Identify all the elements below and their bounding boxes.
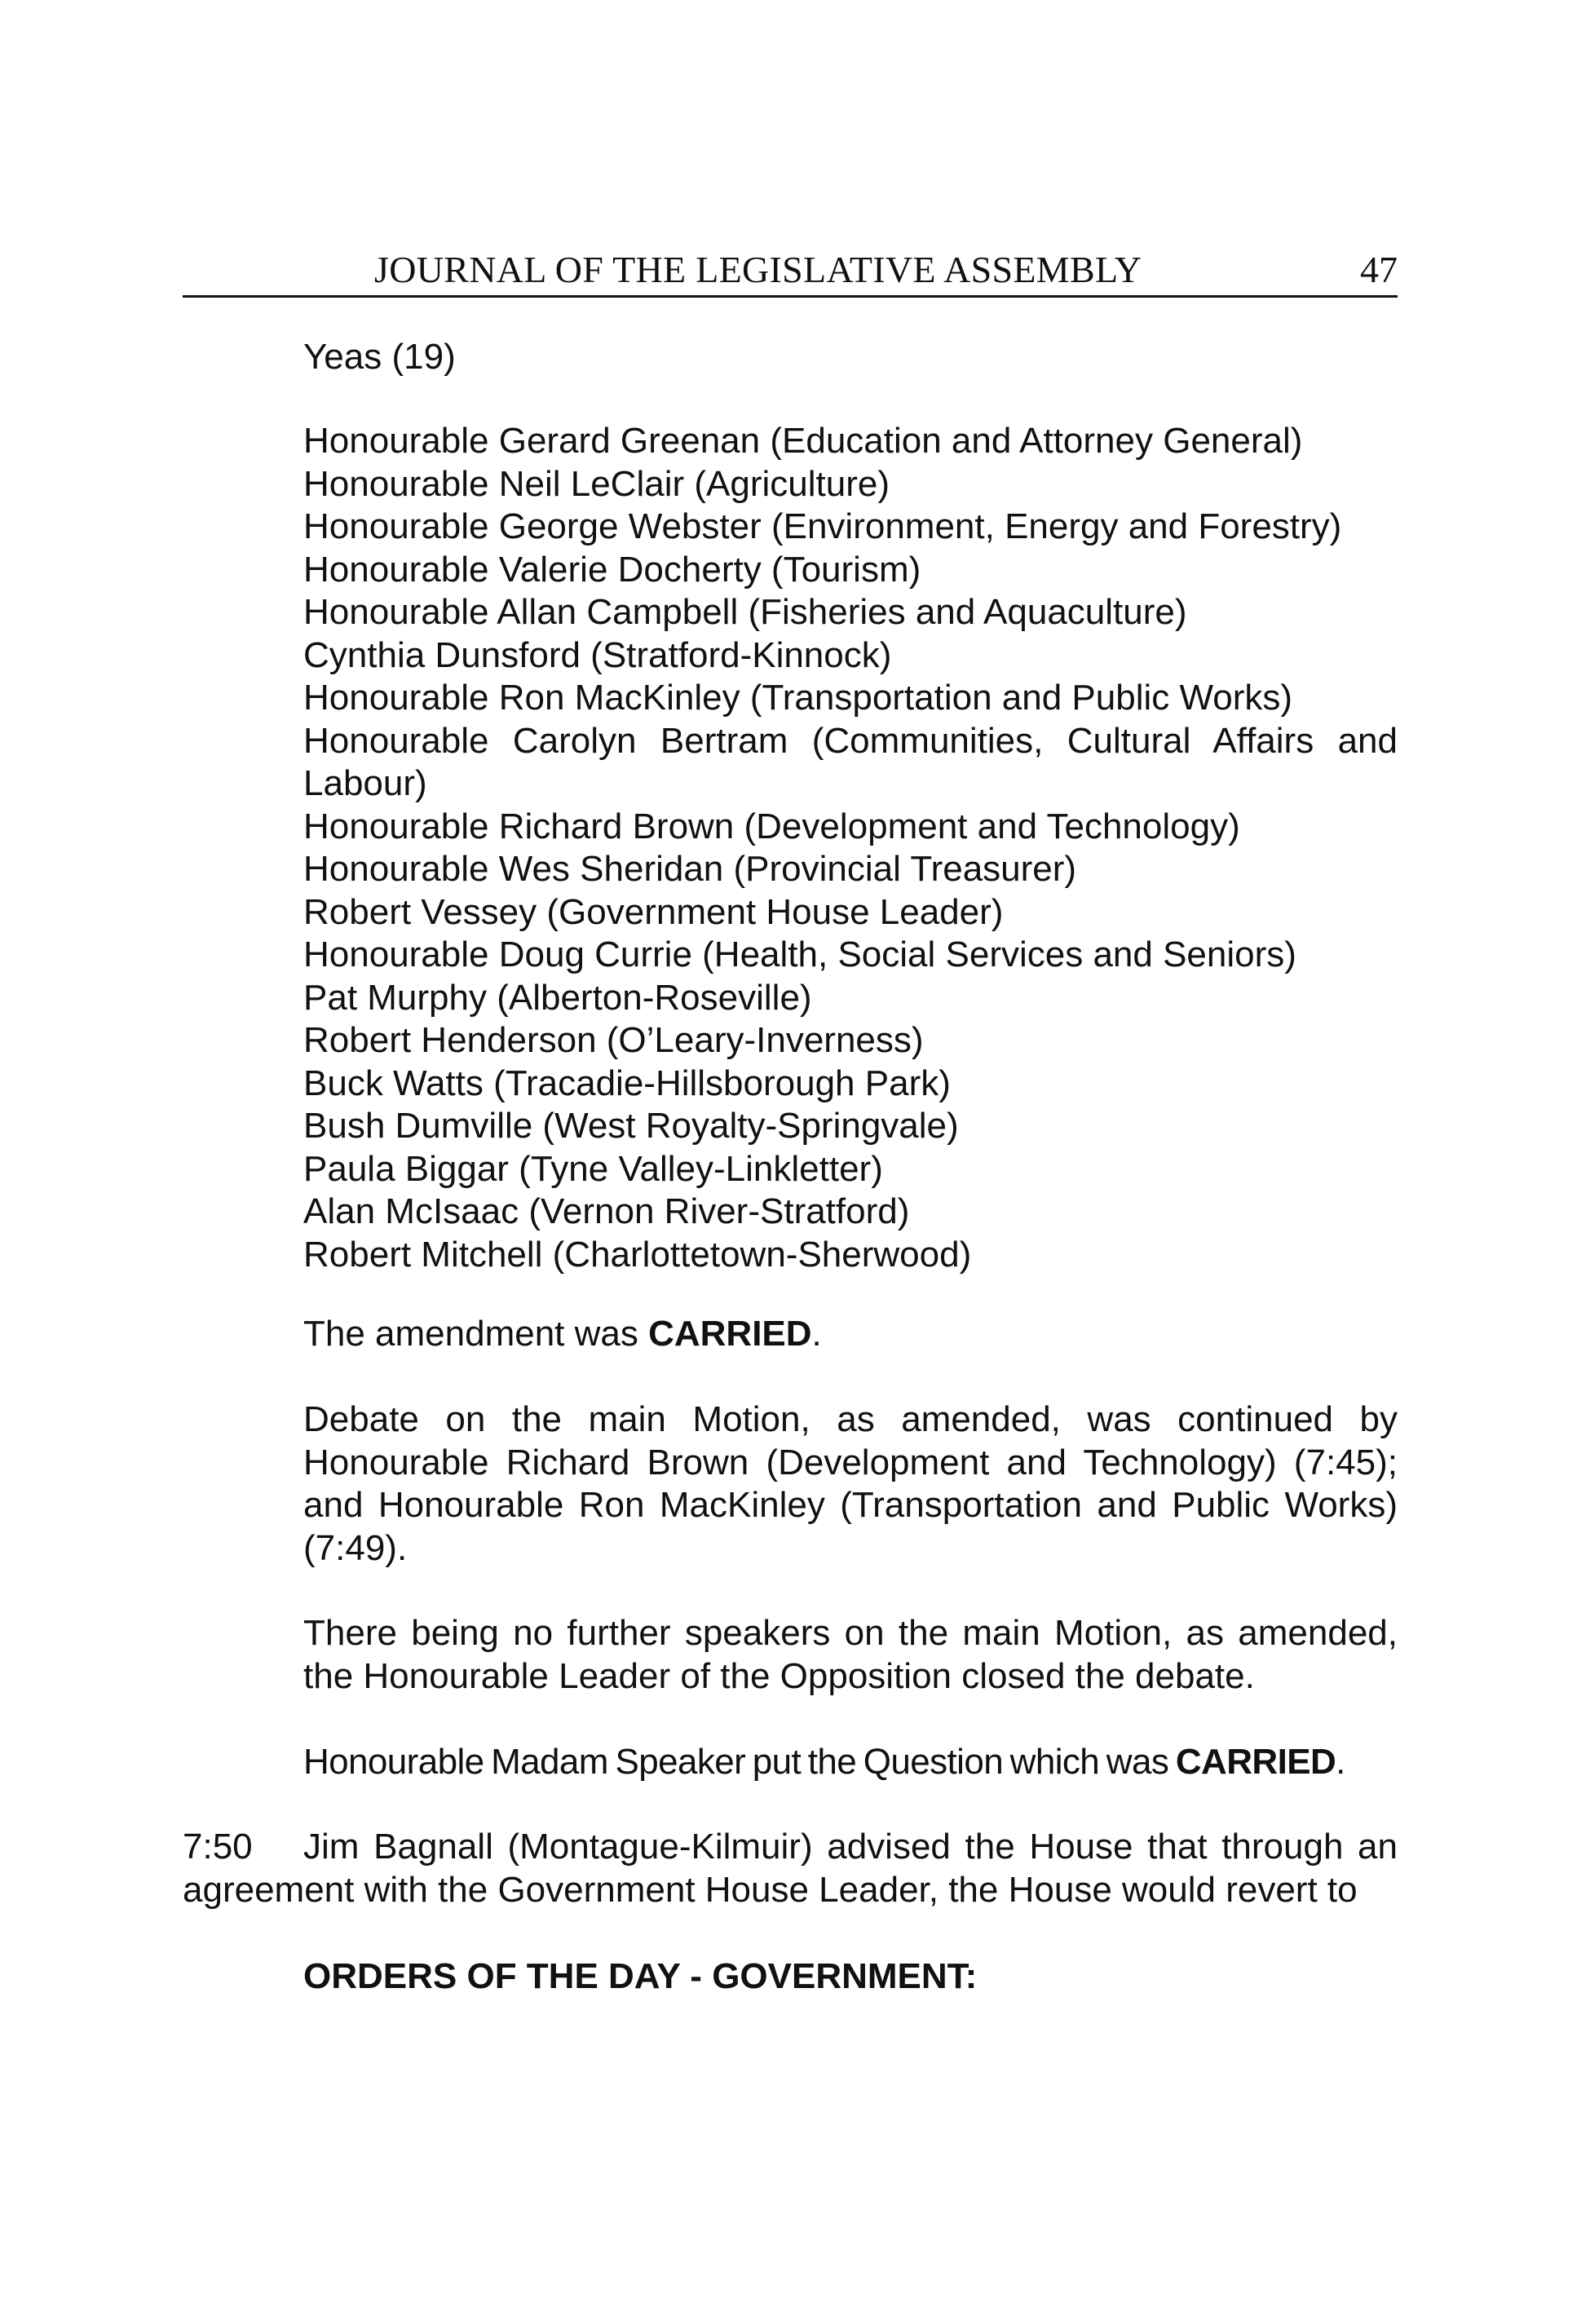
member-item: Buck Watts (Tracadie-Hillsborough Park) bbox=[303, 1063, 951, 1103]
member-item: Honourable Carolyn Bertram (Communities, Cultural Affairs and Labour) bbox=[303, 720, 1398, 803]
amendment-carried-label: CARRIED bbox=[648, 1314, 812, 1354]
member-item: Cynthia Dunsford (Stratford-Kinnock) bbox=[303, 634, 892, 675]
member-item: Honourable Richard Brown (Development and Technology) bbox=[303, 806, 1240, 846]
member-item: Honourable Ron MacKinley (Transportation and Public Works) bbox=[303, 678, 1293, 718]
member-item: Alan McIsaac (Vernon River-Stratford) bbox=[303, 1191, 910, 1231]
journal-title: JOURNAL OF THE LEGISLATIVE ASSEMBLY bbox=[374, 249, 1142, 290]
orders-of-the-day-heading: ORDERS OF THE DAY - GOVERNMENT: bbox=[303, 1956, 978, 1996]
entry-time: 7:50 bbox=[183, 1827, 253, 1867]
yeas-member-list bbox=[303, 420, 1398, 1276]
yeas-label: Yeas (19) bbox=[303, 337, 456, 377]
member-item: Honourable Allan Campbell (Fisheries and Aquaculture) bbox=[303, 592, 1187, 632]
speaker-question-paragraph bbox=[303, 1741, 1398, 1784]
speaker-question-text: Honourable Madam Speaker put the Question which was bbox=[303, 1742, 1176, 1782]
member-item: Honourable Neil LeClair (Agriculture) bbox=[303, 463, 890, 504]
amendment-result-paragraph bbox=[303, 1313, 1398, 1356]
page-number: 47 bbox=[1360, 249, 1398, 290]
closing-debate-paragraph: There being no further speakers on the main Motion, as amended, the Honourable Leader of the Opposition closed the debate. bbox=[303, 1613, 1398, 1696]
member-item: Robert Vessey (Government House Leader) bbox=[303, 891, 1004, 932]
amendment-result-text: The amendment was bbox=[303, 1314, 649, 1354]
question-carried-label: CARRIED bbox=[1175, 1742, 1336, 1782]
member-item: Robert Henderson (O’Leary-Inverness) bbox=[303, 1020, 924, 1060]
member-item: Honourable Valerie Docherty (Tourism) bbox=[303, 549, 921, 590]
member-item: Honourable George Webster (Environment, Energy and Forestry) bbox=[303, 506, 1342, 546]
member-item: Paula Biggar (Tyne Valley-Linkletter) bbox=[303, 1148, 883, 1189]
timed-entry-paragraph bbox=[183, 1826, 1398, 1911]
speaker-period: . bbox=[1336, 1742, 1345, 1782]
member-item: Honourable Wes Sheridan (Provincial Treasurer) bbox=[303, 849, 1077, 889]
member-item: Robert Mitchell (Charlottetown-Sherwood) bbox=[303, 1234, 972, 1275]
amendment-period: . bbox=[811, 1314, 822, 1354]
member-item: Bush Dumville (West Royalty-Springvale) bbox=[303, 1106, 959, 1146]
member-item: Honourable Gerard Greenan (Education and Attorney General) bbox=[303, 421, 1303, 461]
page-header bbox=[183, 245, 1398, 298]
member-item: Pat Murphy (Alberton-Roseville) bbox=[303, 977, 812, 1018]
debate-paragraph: Debate on the main Motion, as amended, was continued by Honourable Richard Brown (Development and Technology) (7:45); and Honourable Ron MacKinley (Transportation and Public Works) (7:49). bbox=[303, 1399, 1398, 1568]
member-item: Honourable Doug Currie (Health, Social Services and Seniors) bbox=[303, 934, 1296, 974]
entry-text: Jim Bagnall (Montague-Kilmuir) advised the House that through an agreement with the Government House Leader, the House would revert to bbox=[183, 1827, 1398, 1910]
